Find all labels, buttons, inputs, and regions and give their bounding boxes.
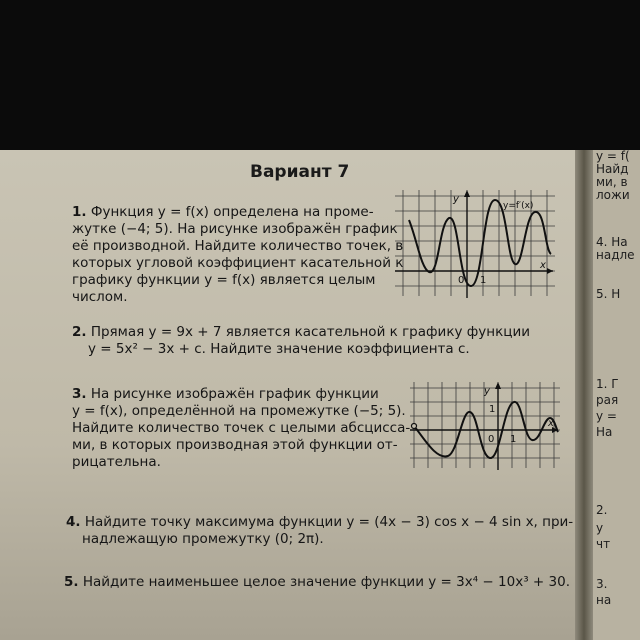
task-3-line: рицательна. bbox=[72, 454, 161, 470]
task-1-number: 1. bbox=[72, 204, 87, 220]
unit-y-label: 1 bbox=[489, 404, 496, 415]
task-2-line: y = 5x² − 3x + c. Найдите значение коэффициента c. bbox=[88, 341, 470, 357]
task-3-function-graph bbox=[410, 382, 560, 472]
task-5-number: 5. bbox=[64, 574, 79, 590]
facing-page-fragment: ложи bbox=[596, 188, 630, 202]
facing-page-fragment: y = f( bbox=[596, 150, 630, 163]
book-gutter bbox=[575, 150, 593, 640]
derivative-curve bbox=[409, 200, 551, 286]
task-3-line: Найдите количество точек с целыми абсцисса- bbox=[72, 420, 411, 436]
facing-page-fragment: 3. bbox=[596, 577, 608, 591]
open-endpoint bbox=[412, 424, 417, 429]
facing-page-fragment: 4. На bbox=[596, 235, 628, 249]
task-1-line: 1. Функция y = f(x) определена на проме- bbox=[72, 204, 374, 220]
textbook-page bbox=[0, 150, 640, 640]
x-axis-label: x bbox=[540, 260, 546, 271]
task-4-line: 4. Найдите точку максимума функции y = (4x − 3) cos x − 4 sin x, при- bbox=[66, 514, 574, 530]
origin-label: 0 bbox=[458, 275, 465, 286]
curve-label: y=f′(x) bbox=[503, 201, 534, 211]
task-3-line: 3. На рисунке изображён график функции bbox=[72, 386, 379, 402]
facing-page-fragment: ми, в bbox=[596, 175, 628, 189]
y-axis-label: y bbox=[484, 386, 490, 397]
facing-page-fragment: чт bbox=[596, 537, 611, 551]
task-5-line: 5. Найдите наименьшее целое значение функции y = 3x⁴ − 10x³ + 30. bbox=[64, 574, 570, 590]
facing-page-fragment: y bbox=[596, 521, 604, 535]
y-axis-arrow bbox=[495, 382, 501, 389]
unit-label: 1 bbox=[480, 275, 487, 286]
task-4 bbox=[66, 514, 574, 548]
origin-label: 0 bbox=[488, 434, 495, 445]
y-axis-label: y bbox=[453, 194, 459, 205]
facing-page-fragment: y = bbox=[596, 409, 617, 423]
task-1-line: числом. bbox=[72, 289, 128, 305]
facing-page-fragment: 1. Г bbox=[596, 377, 619, 391]
task-1-line: жутке (−4; 5). На рисунке изображён график bbox=[72, 221, 398, 237]
task-3-line: ми, в которых производная этой функции от- bbox=[72, 437, 398, 453]
facing-page-fragment: На bbox=[596, 425, 613, 439]
x-axis-label: x bbox=[548, 418, 554, 429]
facing-page-fragment: 2. bbox=[596, 503, 608, 517]
facing-page-fragment: надле bbox=[596, 248, 635, 262]
x-axis-arrow bbox=[547, 268, 553, 274]
task-3 bbox=[72, 386, 411, 471]
task-5 bbox=[64, 574, 569, 591]
task-1-line: которых угловой коэффициент касательной к bbox=[72, 255, 404, 271]
facing-page-fragment: рая bbox=[596, 393, 619, 407]
task-3-line: y = f(x), определённой на промежутке (−5; 5). bbox=[72, 403, 406, 419]
task-1-line: её производной. Найдите количество точек, в bbox=[72, 238, 404, 254]
task-2-number: 2. bbox=[72, 324, 87, 340]
task-3-number: 3. bbox=[72, 386, 87, 402]
task-1-derivative-graph bbox=[395, 190, 555, 302]
facing-page-fragment: 5. Н bbox=[596, 287, 621, 301]
task-1-line: графику функции y = f(x) является целым bbox=[72, 272, 376, 288]
task-2-line: 2. Прямая y = 9x + 7 является касательной к графику функции bbox=[72, 324, 531, 340]
unit-x-label: 1 bbox=[510, 434, 517, 445]
variant-title: Вариант 7 bbox=[250, 162, 350, 182]
facing-page-fragment: Найд bbox=[596, 162, 629, 176]
task-2 bbox=[72, 324, 552, 358]
task-4-number: 4. bbox=[66, 514, 81, 530]
task-1 bbox=[72, 204, 404, 306]
y-axis-arrow bbox=[464, 190, 470, 197]
task-4-line: надлежащую промежутку (0; 2π). bbox=[82, 531, 324, 547]
facing-page-fragment: на bbox=[596, 593, 612, 607]
facing-page bbox=[593, 150, 640, 640]
